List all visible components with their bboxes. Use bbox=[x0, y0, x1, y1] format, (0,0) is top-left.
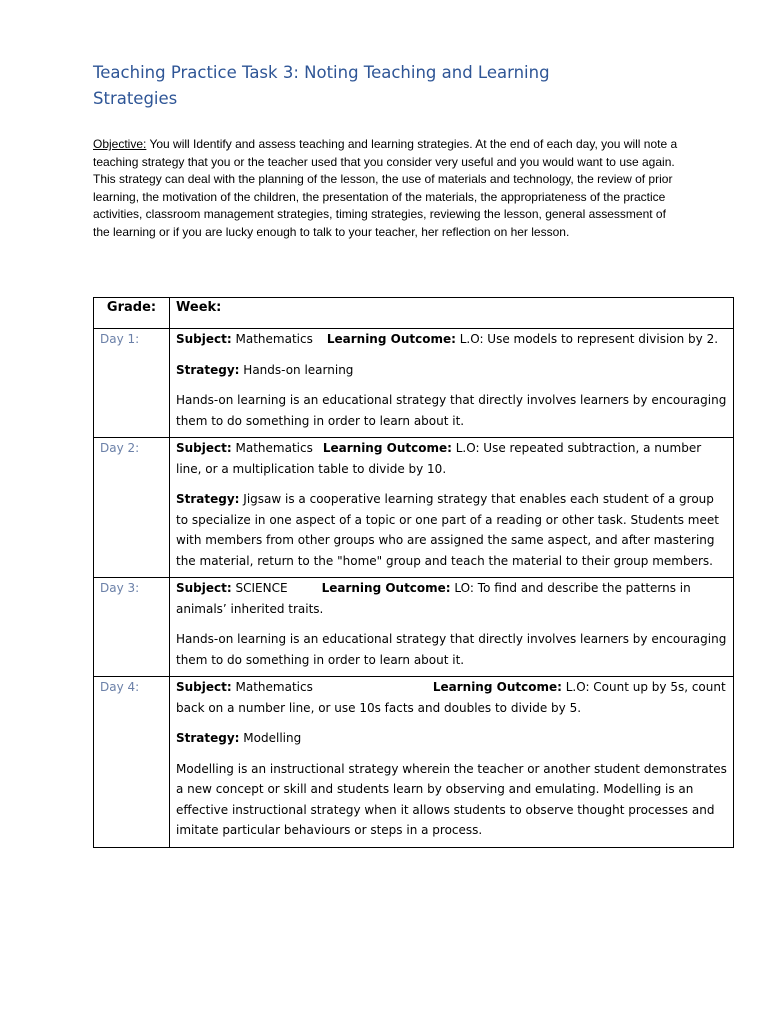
objective-label: Objective: bbox=[93, 137, 147, 151]
day-label: Day 4: bbox=[94, 677, 170, 848]
subject-value: SCIENCE bbox=[231, 581, 288, 595]
objective-paragraph bbox=[93, 136, 683, 242]
outcome-value: L.O: Use repeated subtraction, a number line, or a multiplication table to divide by 10. bbox=[176, 441, 702, 476]
day-label: Day 1: bbox=[94, 329, 170, 438]
grade-header: Grade: bbox=[94, 298, 170, 329]
strategy-line bbox=[176, 489, 727, 571]
subject-line bbox=[176, 329, 727, 350]
page-title bbox=[93, 60, 653, 112]
strategies-table bbox=[93, 297, 734, 848]
table-row bbox=[94, 438, 734, 578]
subject-line bbox=[176, 578, 727, 619]
subject-label: Subject: bbox=[176, 680, 232, 694]
strategy-value: Modelling bbox=[239, 731, 302, 745]
week-header: Week: bbox=[170, 298, 734, 329]
title-line-1: Teaching Practice Task 3: Noting Teaching and Learning bbox=[93, 63, 550, 82]
subject-label: Subject: bbox=[176, 332, 232, 346]
table-row bbox=[94, 677, 734, 848]
strategy-description: Hands-on learning is an educational strategy that directly involves learners by encouraging them to do something in order to learn about it. bbox=[176, 632, 727, 667]
strategy-description: Modelling is an instructional strategy wherein the teacher or another student demonstrates a new concept or skill and students learn by observing and emulating. Modelling is an effective instructional strategy when it allows students to observe thought processes and imitate particular behaviours or steps in a process. bbox=[176, 761, 727, 837]
outcome-label: Learning Outcome: bbox=[432, 680, 562, 694]
table-row bbox=[94, 329, 734, 438]
outcome-label: Learning Outcome: bbox=[326, 332, 456, 346]
outcome-label: Learning Outcome: bbox=[322, 441, 452, 455]
day-cell bbox=[170, 578, 734, 677]
day-label: Day 2: bbox=[94, 438, 170, 578]
strategy-label: Strategy: bbox=[176, 492, 240, 506]
subject-label: Subject: bbox=[176, 581, 232, 595]
subject-line bbox=[176, 438, 727, 479]
objective-text: You will Identify and assess teaching and learning strategies. At the end of each day, you will note a teaching strategy that you or the teacher used that you consider very useful and you would want to use again. This strategy can deal with the planning of the lesson, the use of materials and technology, the review of prior learning, the motivation of the children, the presentation of the materials, the appropriateness of the practice activities, classroom management strategies, timing strategies, reviewing the lesson, general assessment of the learning or if you are lucky enough to talk to your teacher, her reflection on her lesson. bbox=[93, 137, 678, 239]
title-line-2: Strategies bbox=[93, 89, 178, 108]
subject-value: Mathematics bbox=[231, 332, 313, 346]
outcome-value: LO: To find and describe the patterns in animals’ inherited traits. bbox=[176, 581, 691, 616]
strategy-label: Strategy: bbox=[176, 731, 240, 745]
subject-value: Mathematics bbox=[231, 441, 313, 455]
outcome-label: Learning Outcome: bbox=[321, 581, 451, 595]
day-label: Day 3: bbox=[94, 578, 170, 677]
strategy-description: Hands-on learning is an educational strategy that directly involves learners by encouraging them to do something in order to learn about it. bbox=[176, 393, 727, 428]
strategy-value: Hands-on learning bbox=[239, 362, 354, 377]
outcome-value: L.O: Use models to represent division by 2. bbox=[455, 332, 719, 346]
subject-value: Mathematics bbox=[231, 680, 313, 694]
day-cell bbox=[170, 329, 734, 438]
subject-label: Subject: bbox=[176, 441, 232, 455]
strategy-value: Jigsaw is a cooperative learning strategy that enables each student of a group to specialize in one aspect of a topic or one part of a reading or other task. Students meet with members from other groups who are assigned the same aspect, and after mastering the material, return to the "home" group and teach the material to their group members. bbox=[176, 492, 719, 568]
outcome-value: L.O: Count up by 5s, count back on a number line, or use 10s facts and doubles to divide by 5. bbox=[176, 680, 726, 715]
strategy-label: Strategy: bbox=[176, 362, 240, 377]
subject-line bbox=[176, 677, 727, 718]
strategy-line bbox=[176, 360, 727, 381]
strategy-line bbox=[176, 728, 727, 749]
table-header-row bbox=[94, 298, 734, 329]
day-cell bbox=[170, 438, 734, 578]
day-cell bbox=[170, 677, 734, 848]
table-row bbox=[94, 578, 734, 677]
